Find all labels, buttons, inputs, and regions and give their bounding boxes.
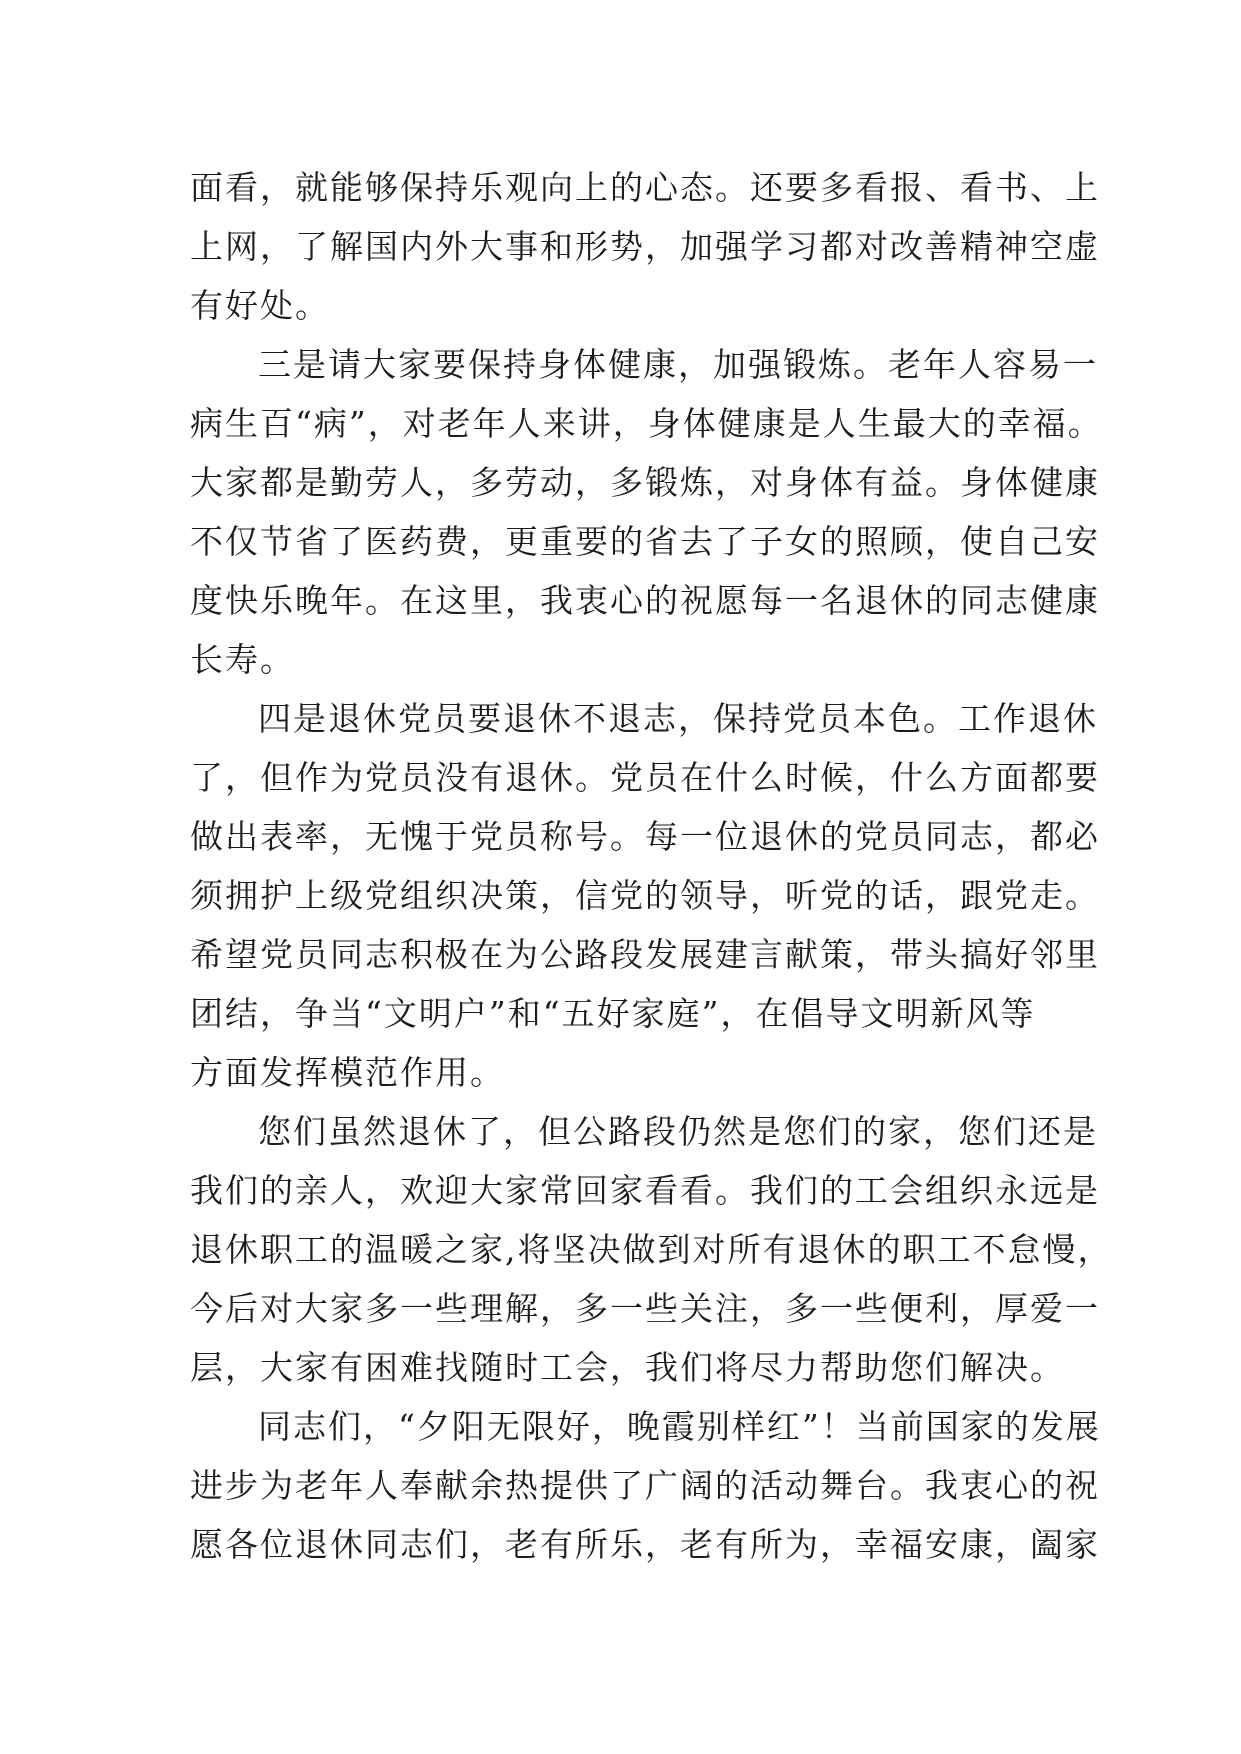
text-line: 愿各位退休同志们，老有所乐，老有所为，幸福安康，阖家 xyxy=(190,1525,1100,1564)
text-line: 我们的亲人，欢迎大家常回家看看。我们的工会组织永远是 xyxy=(190,1171,1100,1210)
text-line: 同志们，“夕阳无限好，晚霞别样红”！当前国家的发展 xyxy=(258,1407,1101,1446)
text-line: 上网，了解国内外大事和形势，加强学习都对改善精神空虚 xyxy=(190,227,1100,266)
paragraph xyxy=(190,1102,1113,1397)
paragraph xyxy=(190,335,1103,689)
text-line: 做出表率，无愧于党员称号。每一位退休的党员同志，都必 xyxy=(190,817,1100,856)
text-line: 长寿。 xyxy=(190,640,295,679)
text-line: 度快乐晚年。在这里，我衷心的祝愿每一名退休的同志健康 xyxy=(190,581,1100,620)
paragraph xyxy=(190,689,1100,1102)
text-line: 方面发挥模范作用。 xyxy=(190,1053,505,1092)
document-body xyxy=(190,158,1113,1574)
text-line: 进步为老年人奉献余热提供了广阔的活动舞台。我衷心的祝 xyxy=(190,1466,1100,1505)
text-line: 三是请大家要保持身体健康，加强锻炼。老年人容易一 xyxy=(258,345,1098,384)
text-line: 退休职工的温暖之家,将坚决做到对所有退休的职工不怠慢， xyxy=(190,1230,1113,1269)
text-line: 今后对大家多一些理解，多一些关注，多一些便利，厚爱一 xyxy=(190,1289,1100,1328)
paragraph xyxy=(190,1397,1101,1574)
text-line: 层，大家有困难找随时工会，我们将尽力帮助您们解决。 xyxy=(190,1348,1065,1387)
text-line: 有好处。 xyxy=(190,286,330,325)
text-line: 大家都是勤劳人，多劳动，多锻炼，对身体有益。身体健康 xyxy=(190,463,1100,502)
text-line: 不仅节省了医药费，更重要的省去了子女的照顾，使自己安 xyxy=(190,522,1100,561)
text-line: 希望党员同志积极在为公路段发展建言献策，带头搞好邻里 xyxy=(190,935,1100,974)
text-line: 您们虽然退休了，但公路段仍然是您们的家，您们还是 xyxy=(258,1112,1098,1151)
text-line: 四是退休党员要退休不退志，保持党员本色。工作退休 xyxy=(258,699,1098,738)
text-line: 病生百“病”，对老年人来讲，身体健康是人生最大的幸福。 xyxy=(190,404,1103,443)
text-line: 了，但作为党员没有退休。党员在什么时候，什么方面都要 xyxy=(190,758,1100,797)
paragraph xyxy=(190,158,1100,335)
text-line: 团结，争当“文明户”和“五好家庭”，在倡导文明新风等 xyxy=(190,994,1036,1033)
text-line: 面看，就能够保持乐观向上的心态。还要多看报、看书、上 xyxy=(190,168,1100,207)
text-line: 须拥护上级党组织决策，信党的领导，听党的话，跟党走。 xyxy=(190,876,1100,915)
